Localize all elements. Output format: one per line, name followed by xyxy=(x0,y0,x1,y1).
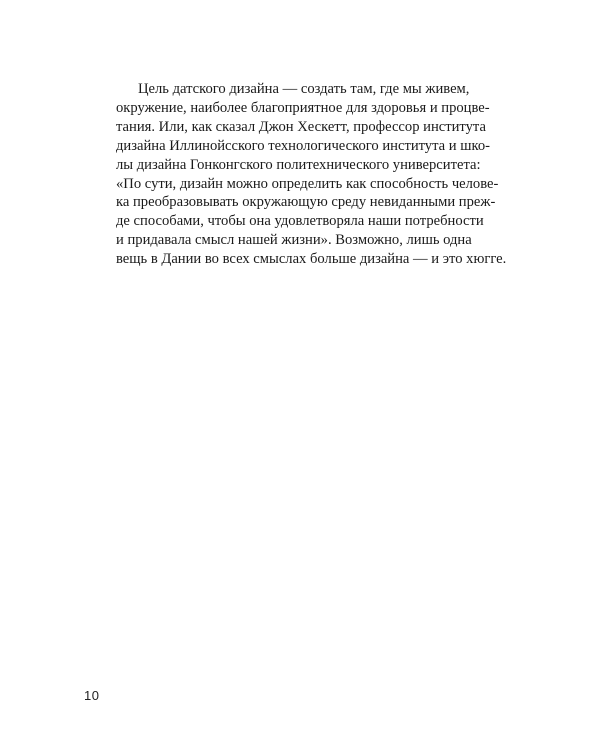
paragraph-line-2: окружение, наиболее благоприятное для здоровья и процве- xyxy=(116,99,490,116)
paragraph-line-5: лы дизайна Гонконгского политехнического университета: xyxy=(116,156,481,173)
paragraph-line-10: вещь в Дании во всех смыслах больше дизайна — и это хюгге. xyxy=(116,251,507,268)
paragraph-line-8: де способами, чтобы она удовлетворяла наши потребности xyxy=(116,213,484,230)
paragraph-line-7: ка преобразовывать окружающую среду невиданными преж- xyxy=(116,194,496,211)
page-number: 10 xyxy=(84,688,100,703)
paragraph-line-3: тания. Или, как сказал Джон Хескетт, профессор института xyxy=(116,118,486,135)
paragraph-line-4: дизайна Иллинойсского технологического института и шко- xyxy=(116,137,490,154)
paragraph-line-1: Цель датского дизайна — создать там, где мы живем, xyxy=(138,81,470,97)
paragraph-line-6: «По сути, дизайн можно определить как способность челове- xyxy=(116,175,499,192)
body-paragraph xyxy=(116,80,516,269)
paragraph-line-9: и придавала смысл нашей жизни». Возможно, лишь одна xyxy=(116,232,472,249)
